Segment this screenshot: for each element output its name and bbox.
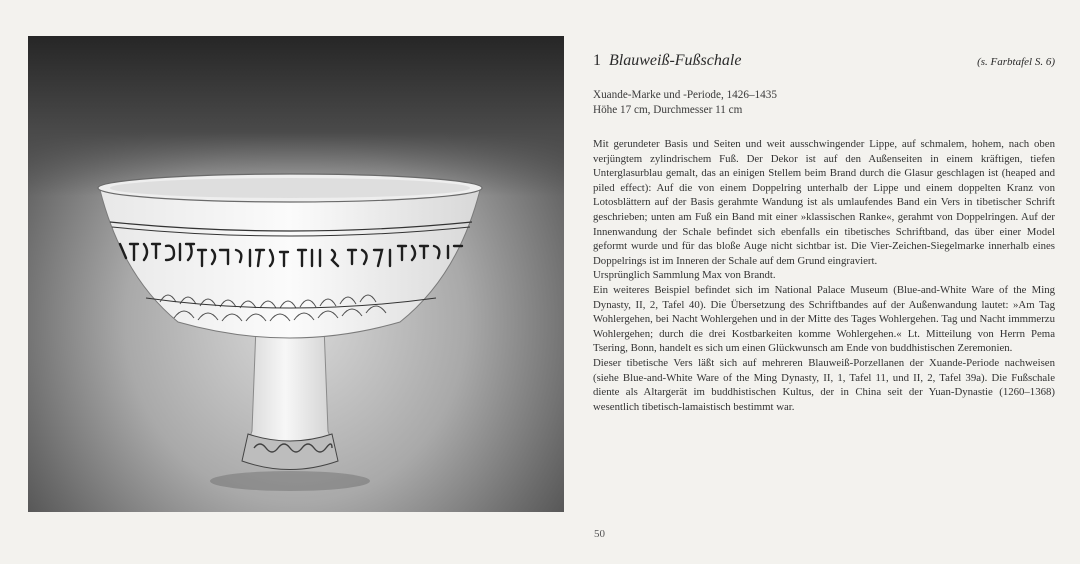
entry-body [593, 137, 1055, 414]
entry-title [593, 52, 741, 70]
entry-title-text: Blauweiß-Fußschale [609, 52, 742, 69]
description-paragraph: Mit gerundeter Basis und Seiten und weit ausschwingender Lippe, auf schmalem, hohem, nach oben verjüngtem zylindrischem Fuß. Der Dekor ist auf den Außenseiten in einem kräftigen, tiefen Unterglasurblau gemalt, das an einigen Stellem beim Brand durch die Glasur geschlagen ist (heaped and piled effect): Auf die von einem Doppelring unterhalb der Lippe und einem doppelten Kranz von Lotosblättern auf der Basis gerahmte Wandung ist als umlaufendes Band ein Vers in tibetischer Schrift geschrieben; unten am Fuß ein Band mit einer »klassischen Ranke«, gerahmt von Doppelringen. Auf der Innenwandung der Schale befindet sich ebenfalls ein tibetisches Schriftband, das über einer Model geformt wurde und für das bloße Auge nicht sichtbar ist. Die Vier-Zeichen-Siegelmarke innerhalb eines Doppelrings ist im Inneren der Schale auf dem Grund eingraviert. [593, 138, 1055, 267]
dimensions-line: Höhe 17 cm, Durchmesser 11 cm [593, 104, 743, 116]
verse-paragraph: Dieser tibetische Vers läßt sich auf mehreren Blauweiß-Porzellanen der Xuande-Periode nachweisen (siehe Blue-and-White Ware of the Ming Dynasty, II, 1, Tafel 11, und II, 2, Tafel 39a). Die Fußschale diente als Altargerät im buddhistischen Kultus, der in China seit der Yuan-Dynastie (1260–1368) wesentlich tibetisch-lamaistisch bestimmt war. [593, 356, 1055, 413]
entry-number: 1 [593, 52, 601, 69]
entry-meta [593, 88, 1055, 118]
provenance-paragraph: Ursprünglich Sammlung Max von Brandt. [593, 269, 776, 282]
stem-bowl-photo [28, 36, 564, 512]
stem-bowl-image [28, 36, 564, 512]
colour-plate-reference: (s. Farbtafel S. 6) [977, 56, 1055, 68]
comparison-paragraph: Ein weiteres Beispiel befindet sich im National Palace Museum (Blue-and-White Ware of the Ming Dynasty, II, 2, Tafel 40). Die Übersetzung des Schriftbandes auf der Außenwandung lautet: »Am Tag Wohlergehen, bei Nacht Wohlergehen und in der Mitte des Tages Wohlergehen. Tag und Nacht immmerzu Wohlergehen; durch die drei Kostbarkeiten komme Wohlergehen.« Lt. Mitteilung von Herrn Pema Tsering, Bonn, handelt es sich um einen Glückwunsch am Ende von buddhistischen Zeremonien. [593, 283, 1055, 355]
catalogue-entry [593, 52, 1055, 414]
page-number: 50 [594, 528, 605, 540]
period-line: Xuande-Marke und -Periode, 1426–1435 [593, 89, 777, 101]
entry-header [593, 52, 1055, 72]
